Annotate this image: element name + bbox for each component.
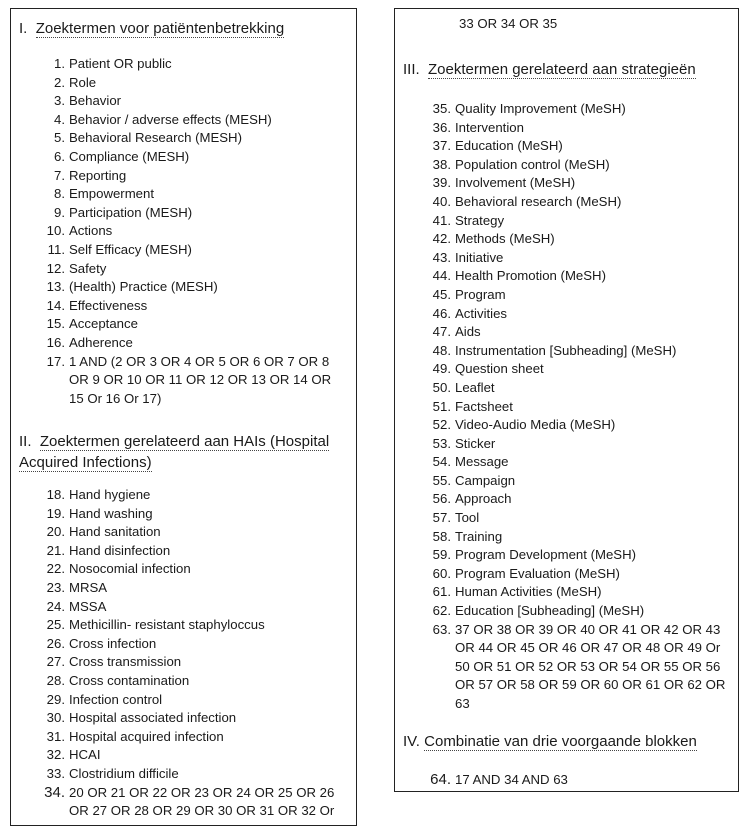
item-number: 1. xyxy=(54,56,65,71)
item-text: 20 OR 21 OR 22 OR 23 OR 24 OR 25 OR 26 OR 27 OR 28 OR 29 OR 30 OR 31 OR 32 Or xyxy=(69,784,335,819)
block-2-heading-line2: Acquired Infections) xyxy=(19,454,152,471)
right-panel xyxy=(394,8,739,792)
item-text: Reporting xyxy=(69,167,127,183)
item-text: Leaflet xyxy=(455,379,495,395)
search-term-item xyxy=(427,193,732,212)
item-text: Cross contamination xyxy=(69,672,190,688)
item-text: Actions xyxy=(69,223,113,239)
search-term-item xyxy=(427,472,732,491)
item-text: Program xyxy=(455,286,506,302)
item-number: 11. xyxy=(47,241,65,257)
item-number: 50. xyxy=(432,379,451,395)
search-term-item xyxy=(41,523,347,542)
search-term-item xyxy=(41,709,347,728)
item-text: Health Promotion (MeSH) xyxy=(455,268,606,284)
item-number: 12. xyxy=(46,260,65,276)
item-number: 22. xyxy=(46,561,65,577)
search-term-item xyxy=(41,315,347,334)
search-term-item xyxy=(41,111,347,130)
search-term-item xyxy=(41,672,347,691)
search-term-item xyxy=(427,771,732,790)
item-text: Instrumentation [Subheading] (MeSH) xyxy=(455,342,677,358)
search-term-item xyxy=(41,653,347,672)
search-term-item xyxy=(41,185,347,204)
item-number: 31. xyxy=(46,728,65,744)
item-text: Factsheet xyxy=(455,398,513,414)
item-text: 37 OR 38 OR 39 OR 40 OR 41 OR 42 OR 43 OR 44 OR 45 OR 46 OR 47 OR 48 OR 49 Or 50 OR 51 OR 52 OR 53 OR 54 OR 55 OR 56 OR 57 OR 58 OR 59 OR 60 OR 61 OR 62 OR 63 xyxy=(455,621,726,711)
item-number: 28. xyxy=(46,672,65,688)
item-number: 21. xyxy=(46,542,65,558)
item-number: 14. xyxy=(46,297,65,313)
item-number: 25. xyxy=(46,617,65,633)
search-term-item xyxy=(41,635,347,654)
item-text: Hand sanitation xyxy=(69,524,161,540)
item-number: 7. xyxy=(54,167,65,183)
search-term-item xyxy=(427,174,732,193)
item-text: HCAI xyxy=(69,747,101,763)
item-text: (Health) Practice (MESH) xyxy=(69,279,218,295)
item-number: 63. xyxy=(432,621,451,637)
search-term-item xyxy=(427,416,732,435)
search-term-item xyxy=(41,765,347,784)
item-number: 9. xyxy=(54,204,65,220)
item-number: 24. xyxy=(46,598,65,614)
item-text: Patient OR public xyxy=(69,56,172,71)
search-term-item xyxy=(41,579,347,598)
item-text: Tool xyxy=(455,510,480,526)
item-number: 3. xyxy=(54,93,65,109)
item-number: 30. xyxy=(46,710,65,726)
item-text: Aids xyxy=(455,324,481,340)
item-number: 48. xyxy=(432,342,451,358)
item-number: 51. xyxy=(432,398,451,414)
search-term-item xyxy=(41,353,347,409)
item-text: Adherence xyxy=(69,334,133,350)
item-text: Hand washing xyxy=(69,505,153,521)
item-number: 36. xyxy=(432,119,451,135)
item-number: 62. xyxy=(432,603,451,619)
item-number: 49. xyxy=(432,361,451,377)
item-number: 16. xyxy=(46,334,65,350)
search-term-item xyxy=(41,505,347,524)
search-term-item xyxy=(427,286,732,305)
item-text: Intervention xyxy=(455,119,524,135)
search-term-item xyxy=(427,212,732,231)
search-term-item xyxy=(427,267,732,286)
item-text: Activities xyxy=(455,305,508,321)
item-text: Approach xyxy=(455,491,512,507)
item-text: 1 AND (2 OR 3 OR 4 OR 5 OR 6 OR 7 OR 8 OR 9 OR 10 OR 11 OR 12 OR 13 OR 14 OR 15 Or 16 Or 17) xyxy=(69,353,332,406)
item-text: Campaign xyxy=(455,472,516,488)
search-term-item xyxy=(427,435,732,454)
item-number: 6. xyxy=(54,148,65,164)
search-term-item xyxy=(427,323,732,342)
search-term-item xyxy=(427,490,732,509)
block-1-list xyxy=(41,55,347,408)
item-number: 17. xyxy=(46,353,65,369)
item-number: 2. xyxy=(54,74,65,90)
item-text: Program Evaluation (MeSH) xyxy=(455,565,620,581)
search-term-item xyxy=(41,728,347,747)
search-term-item xyxy=(427,602,732,621)
search-term-item xyxy=(41,167,347,186)
item-text: Role xyxy=(69,74,97,90)
item-number: 59. xyxy=(432,547,451,563)
search-term-item xyxy=(427,528,732,547)
item-text: Education (MeSH) xyxy=(455,138,563,154)
search-term-item xyxy=(427,621,732,714)
item-text: Infection control xyxy=(69,691,163,707)
search-term-item xyxy=(41,260,347,279)
item-text: Human Activities (MeSH) xyxy=(455,584,602,600)
search-term-item xyxy=(41,598,347,617)
item-number: 33. xyxy=(46,765,65,781)
item-number: 4. xyxy=(54,111,65,127)
item-text: Safety xyxy=(69,260,107,276)
item-text: Empowerment xyxy=(69,186,155,202)
block-2-heading-line1: Zoektermen gerelateerd aan HAIs (Hospital xyxy=(39,433,330,450)
item-text: Methicillin- resistant staphyloccus xyxy=(69,617,265,633)
block-4-heading: IV. Combinatie van drie voorgaande blokken xyxy=(403,733,697,750)
item-number: 64. xyxy=(430,771,451,788)
item-text: Hand disinfection xyxy=(69,542,171,558)
item-number: 35. xyxy=(432,101,451,116)
item-text: Acceptance xyxy=(69,316,138,332)
item-number: 19. xyxy=(46,505,65,521)
item-number: 37. xyxy=(432,138,451,154)
search-term-item xyxy=(41,486,347,505)
search-term-item xyxy=(427,546,732,565)
block-4-heading-text: Combinatie van drie voorgaande blokken xyxy=(424,733,697,750)
search-term-item xyxy=(427,137,732,156)
search-term-item xyxy=(427,305,732,324)
item-text: Population control (MeSH) xyxy=(455,156,610,172)
item-number: 29. xyxy=(46,691,65,707)
item-number: 47. xyxy=(432,324,451,340)
search-term-item xyxy=(427,119,732,138)
search-term-item xyxy=(41,148,347,167)
search-term-item xyxy=(41,616,347,635)
item-number: 41. xyxy=(432,212,451,228)
item-text: Involvement (MeSH) xyxy=(455,175,576,191)
search-term-item xyxy=(41,241,347,260)
item-number: 8. xyxy=(54,186,65,202)
item-text: Cross infection xyxy=(69,635,157,651)
item-text: Compliance (MESH) xyxy=(69,148,190,164)
search-term-item xyxy=(427,360,732,379)
item-number: 58. xyxy=(432,528,451,544)
search-term-item xyxy=(41,129,347,148)
item-text: Cross transmission xyxy=(69,654,182,670)
item-number: 46. xyxy=(432,305,451,321)
item-number: 55. xyxy=(432,472,451,488)
item-number: 40. xyxy=(432,193,451,209)
item-text: Nosocomial infection xyxy=(69,561,191,577)
search-term-item xyxy=(427,453,732,472)
item-number: 39. xyxy=(432,175,451,191)
search-term-item xyxy=(41,92,347,111)
item-text: Quality Improvement (MeSH) xyxy=(455,101,626,116)
item-text: Strategy xyxy=(455,212,505,228)
item-number: 18. xyxy=(46,487,65,502)
item-number: 53. xyxy=(432,435,451,451)
item-number: 10. xyxy=(46,223,65,239)
search-term-item xyxy=(427,379,732,398)
block-4-list xyxy=(427,771,732,790)
item-number: 15. xyxy=(46,316,65,332)
search-term-item xyxy=(41,334,347,353)
search-term-item xyxy=(41,278,347,297)
block-3-list xyxy=(427,100,732,714)
item-text: Education [Subheading] (MeSH) xyxy=(455,603,645,619)
item-text: Initiative xyxy=(455,249,504,265)
item-text: Sticker xyxy=(455,435,496,451)
search-term-item xyxy=(41,204,347,223)
item-number: 20. xyxy=(46,524,65,540)
item-text: Behavioral research (MeSH) xyxy=(455,193,622,209)
search-term-item xyxy=(41,560,347,579)
item-text: Participation (MESH) xyxy=(69,204,193,220)
search-term-item xyxy=(427,230,732,249)
item-number: 61. xyxy=(432,584,451,600)
item-text: Behavior / adverse effects (MESH) xyxy=(69,111,272,127)
item-number: 43. xyxy=(432,249,451,265)
item-number: 45. xyxy=(432,286,451,302)
item-text: Hospital acquired infection xyxy=(69,728,224,744)
item-text: 17 AND 34 AND 63 xyxy=(455,772,568,787)
item-text: Question sheet xyxy=(455,361,544,377)
item-text: Program Development (MeSH) xyxy=(455,547,637,563)
item-number: 26. xyxy=(46,635,65,651)
search-term-item xyxy=(41,55,347,74)
item-number: 5. xyxy=(54,130,65,146)
block-2-heading: II. Zoektermen gerelateerd aan HAIs (Hospital Acquired Infections) xyxy=(19,433,330,471)
item-number: 54. xyxy=(432,454,451,470)
search-term-item xyxy=(427,565,732,584)
item-text: Video-Audio Media (MeSH) xyxy=(455,417,616,433)
item-text: Behavioral Research (MESH) xyxy=(69,130,242,146)
search-term-item xyxy=(427,156,732,175)
item-text: Message xyxy=(455,454,509,470)
search-term-item xyxy=(427,342,732,361)
block-1-heading: I. Zoektermen voor patiëntenbetrekking xyxy=(19,20,285,37)
item-number: 27. xyxy=(46,654,65,670)
block-2-continuation: 33 OR 34 OR 35 xyxy=(459,16,558,31)
search-term-item xyxy=(427,398,732,417)
item-number: 42. xyxy=(432,231,451,247)
search-term-item xyxy=(41,746,347,765)
item-text: Clostridium difficile xyxy=(69,765,179,781)
search-term-item xyxy=(41,222,347,241)
search-term-item xyxy=(427,100,732,119)
search-term-item xyxy=(427,249,732,268)
item-number: 13. xyxy=(46,279,65,295)
item-number: 32. xyxy=(46,747,65,763)
search-term-item xyxy=(427,509,732,528)
block-2-list xyxy=(41,486,347,821)
search-term-item xyxy=(41,542,347,561)
item-number: 57. xyxy=(432,510,451,526)
item-number: 38. xyxy=(432,156,451,172)
block-1-heading-text: Zoektermen voor patiëntenbetrekking xyxy=(35,20,285,37)
search-term-item xyxy=(427,583,732,602)
item-number: 60. xyxy=(432,565,451,581)
item-text: Hand hygiene xyxy=(69,487,151,502)
item-number: 52. xyxy=(432,417,451,433)
item-text: Effectiveness xyxy=(69,297,148,313)
search-term-item xyxy=(41,74,347,93)
item-text: MRSA xyxy=(69,579,108,595)
block-3-heading: III. Zoektermen gerelateerd aan strategieën xyxy=(403,61,696,78)
item-text: Self Efficacy (MESH) xyxy=(69,241,192,257)
item-number: 56. xyxy=(432,491,451,507)
search-term-item xyxy=(41,784,347,821)
item-text: MSSA xyxy=(69,598,107,614)
block-3-heading-text: Zoektermen gerelateerd aan strategieën xyxy=(428,61,696,78)
item-text: Training xyxy=(455,528,503,544)
search-term-item xyxy=(41,691,347,710)
left-panel xyxy=(10,8,357,826)
item-number: 44. xyxy=(432,268,451,284)
search-term-item xyxy=(41,297,347,316)
item-number: 23. xyxy=(46,579,65,595)
item-text: Behavior xyxy=(69,93,122,109)
item-number: 34. xyxy=(44,783,65,801)
item-text: Hospital associated infection xyxy=(69,710,237,726)
item-text: Methods (MeSH) xyxy=(455,231,555,247)
